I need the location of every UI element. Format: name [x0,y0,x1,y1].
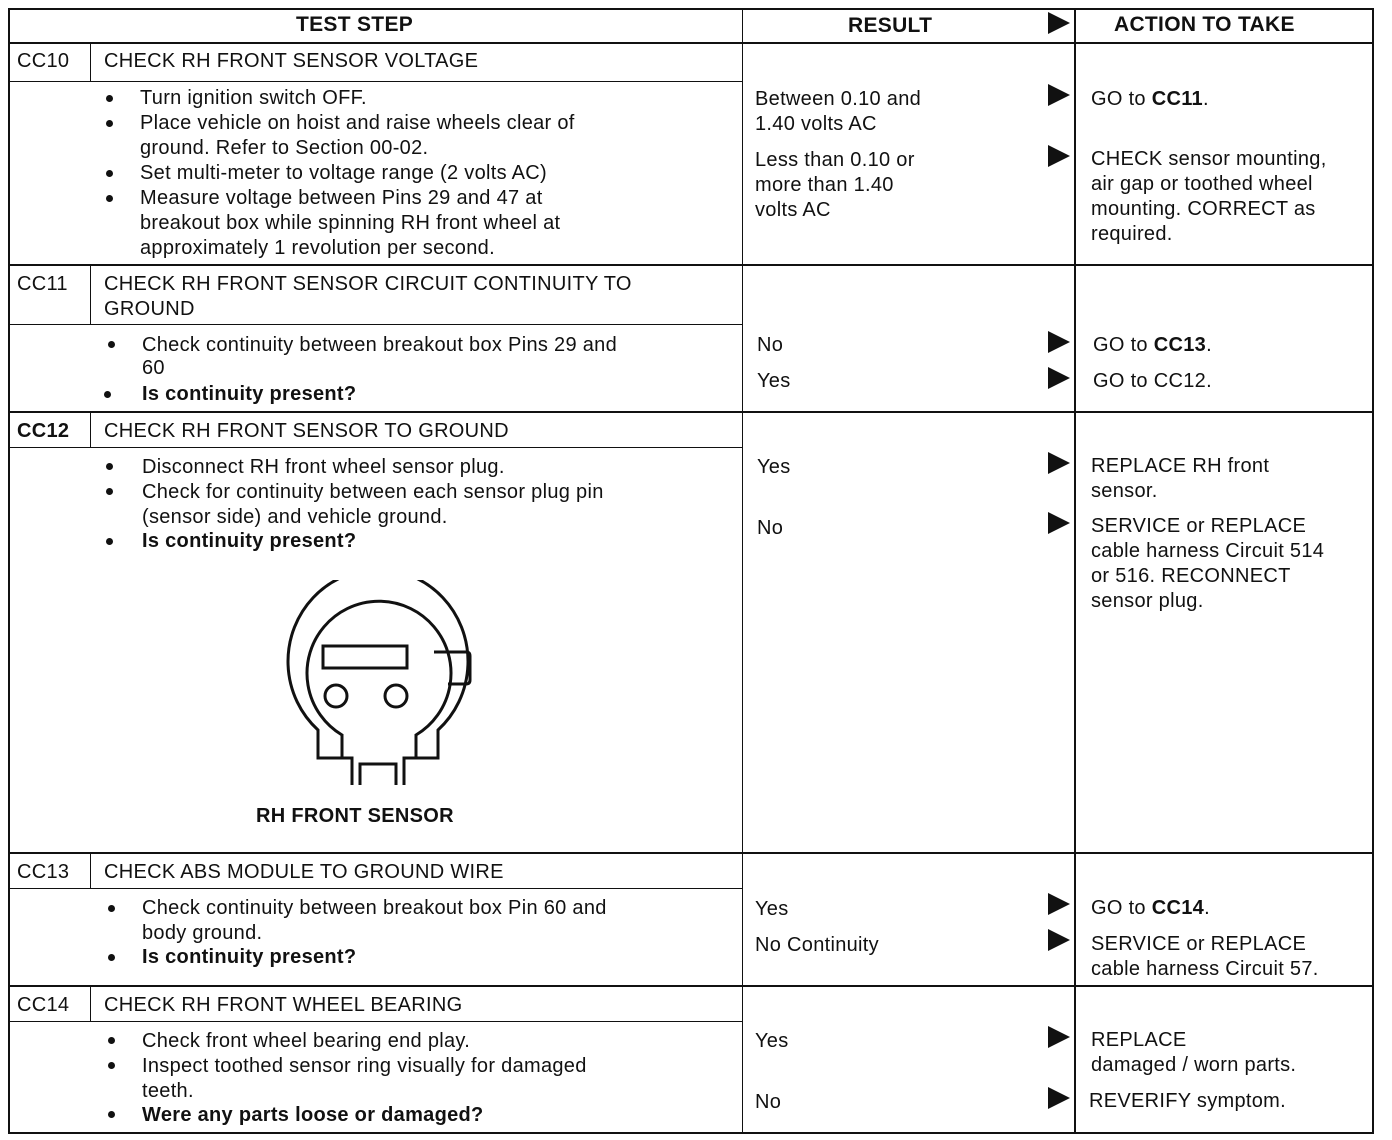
action-text: mounting. CORRECT as [1091,198,1316,220]
action-text: sensor plug. [1091,590,1204,612]
result-text: No [757,334,784,356]
step-question: Were any parts loose or damaged? [142,1104,484,1126]
bullet-icon [104,391,111,398]
step-instruction: Measure voltage between Pins 29 and 47 at [140,187,543,209]
header-action: ACTION TO TAKE [1114,13,1295,36]
step-title: CHECK RH FRONT WHEEL BEARING [104,994,463,1016]
bullet-icon [106,463,113,470]
id-divider [90,44,91,81]
bullet-icon [108,341,115,348]
step-title: CHECK RH FRONT SENSOR TO GROUND [104,420,509,442]
result-text: 1.40 volts AC [755,113,877,135]
row-divider [8,411,1374,413]
action-text: required. [1091,223,1173,245]
result-text: Yes [755,1030,789,1052]
arrow-icon [1048,1026,1070,1048]
step-instruction: Turn ignition switch OFF. [140,87,367,109]
step-title: GROUND [104,298,195,320]
arrow-icon [1048,452,1070,474]
step-title: CHECK ABS MODULE TO GROUND WIRE [104,861,504,883]
bullet-icon [106,120,113,127]
id-divider [90,854,91,888]
figure-caption: RH FRONT SENSOR [256,805,454,827]
arrow-icon [1048,145,1070,167]
action-text: SERVICE or REPLACE [1091,933,1307,955]
step-instruction: breakout box while spinning RH front wheel at [140,212,561,234]
header-result: RESULT [848,14,933,37]
arrow-icon [1048,512,1070,534]
result-text: Less than 0.10 or [755,149,915,171]
column-divider-result [742,8,743,1134]
step-question: Is continuity present? [142,383,357,405]
row-divider [8,852,1374,854]
step-title: CHECK RH FRONT SENSOR CIRCUIT CONTINUITY TO [104,273,632,295]
result-text: Yes [757,370,791,392]
action-text: GO to CC13. [1093,334,1212,356]
action-text: REPLACE RH front [1091,455,1270,477]
arrow-icon [1048,929,1070,951]
step-id: CC10 [17,50,70,72]
arrow-icon [1048,12,1070,34]
action-text: CHECK sensor mounting, [1091,148,1327,170]
step-instruction: body ground. [142,922,263,944]
step-title: CHECK RH FRONT SENSOR VOLTAGE [104,50,479,72]
step-id: CC12 [17,420,70,442]
rh-front-sensor-figure [260,580,480,790]
step-instruction: Disconnect RH front wheel sensor plug. [142,456,505,478]
step-instruction: Inspect toothed sensor ring visually for damaged [142,1055,587,1077]
title-underline [8,1021,742,1022]
table-border-bottom [8,1132,1374,1134]
action-text: GO to CC14. [1091,897,1210,919]
result-text: Yes [757,456,791,478]
bullet-icon [106,538,113,545]
result-text: No Continuity [755,934,879,956]
table-border-right [1372,8,1374,1134]
step-instruction: (sensor side) and vehicle ground. [142,506,448,528]
action-text: REVERIFY symptom. [1089,1090,1286,1112]
action-text: air gap or toothed wheel [1091,173,1313,195]
action-text: GO to CC12. [1093,370,1212,392]
table-border-left [8,8,10,1134]
result-text: Yes [755,898,789,920]
bullet-icon [108,1037,115,1044]
bullet-icon [108,1111,115,1118]
id-divider [90,413,91,447]
step-instruction: ground. Refer to Section 00-02. [140,137,429,159]
bullet-icon [106,170,113,177]
title-underline [8,447,742,448]
id-divider [90,987,91,1021]
step-instruction: Check for continuity between each sensor plug pin [142,481,604,503]
bullet-icon [108,905,115,912]
arrow-icon [1048,367,1070,389]
result-text: No [757,517,784,539]
bullet-icon [108,1062,115,1069]
action-text: GO to CC11. [1091,88,1209,110]
bullet-icon [108,954,115,961]
step-id: CC13 [17,861,70,883]
arrow-icon [1048,331,1070,353]
arrow-icon [1048,1087,1070,1109]
action-text: cable harness Circuit 514 [1091,540,1325,562]
header-test-step: TEST STEP [296,13,414,36]
step-instruction: approximately 1 revolution per second. [140,237,495,259]
bullet-icon [106,195,113,202]
action-text: or 516. RECONNECT [1091,565,1291,587]
result-text: more than 1.40 [755,174,894,196]
result-text: No [755,1091,782,1113]
bullet-icon [106,488,113,495]
step-id: CC11 [17,273,68,295]
arrow-icon [1048,893,1070,915]
step-question: Is continuity present? [142,530,357,552]
title-underline [8,81,742,82]
result-text: Between 0.10 and [755,88,922,110]
step-question: Is continuity present? [142,946,357,968]
title-underline [8,324,742,325]
table-border-top [8,8,1374,10]
arrow-icon [1048,84,1070,106]
result-text: volts AC [755,199,831,221]
action-text: sensor. [1091,480,1158,502]
step-instruction: Check continuity between breakout box Pin 60 and [142,897,607,919]
action-text: REPLACE [1091,1029,1187,1051]
step-instruction: Place vehicle on hoist and raise wheels clear of [140,112,575,134]
header-divider [8,42,1374,44]
step-id: CC14 [17,994,70,1016]
step-instruction: Check front wheel bearing end play. [142,1030,471,1052]
title-underline [8,888,742,889]
step-instruction: Set multi-meter to voltage range (2 volts AC) [140,162,547,184]
column-divider-action [1074,8,1076,1134]
id-divider [90,266,91,324]
action-text: damaged / worn parts. [1091,1054,1297,1076]
row-divider [8,985,1374,987]
row-divider [8,264,1374,266]
step-instruction: teeth. [142,1080,194,1102]
step-instruction: 60 [142,357,165,379]
bullet-icon [106,95,113,102]
step-instruction: Check continuity between breakout box Pins 29 and [142,334,617,356]
action-text: SERVICE or REPLACE [1091,515,1307,537]
action-text: cable harness Circuit 57. [1091,958,1319,980]
